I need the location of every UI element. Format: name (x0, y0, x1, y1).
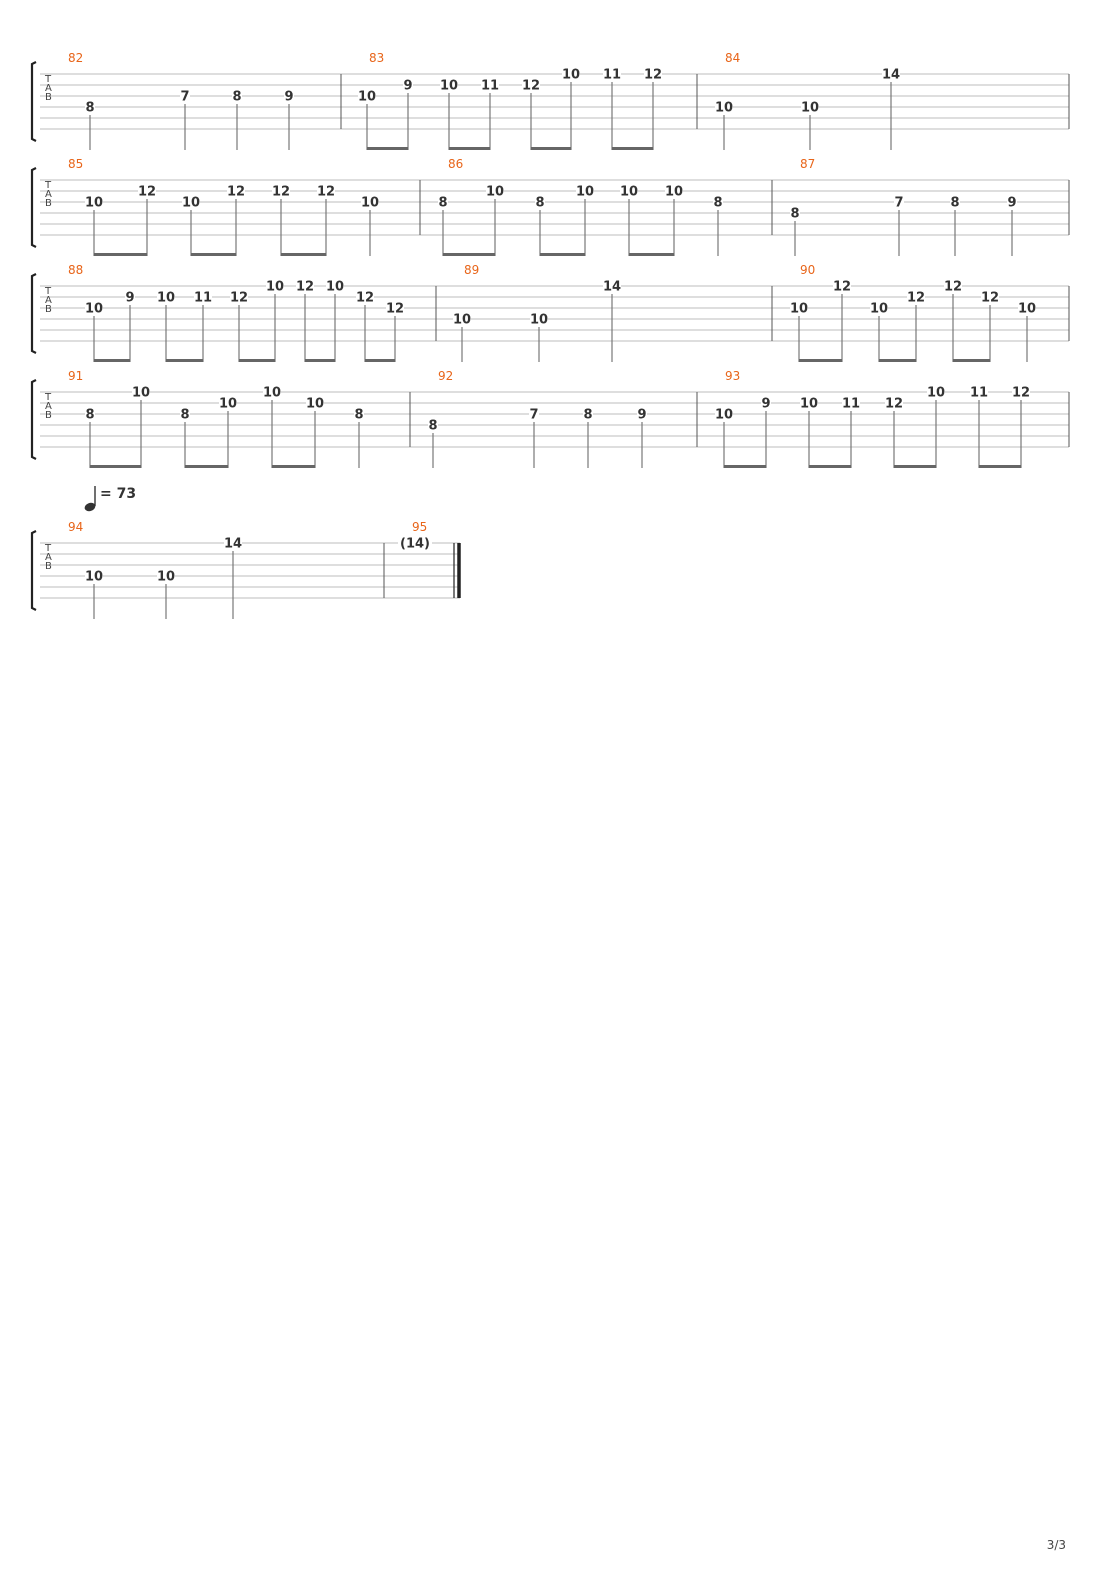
fret-number: 12 (643, 67, 663, 83)
fret-number: 10 (789, 301, 809, 317)
fret-number: 11 (969, 385, 989, 401)
beam (953, 359, 990, 362)
measure (715, 51, 1069, 150)
fret-number: 12 (355, 290, 375, 306)
fret-number: 10 (131, 385, 151, 401)
measure-number: 90 (800, 263, 816, 277)
measure (68, 369, 410, 468)
measure (438, 157, 772, 256)
fret-number: 8 (428, 418, 438, 434)
measure-number: 88 (68, 263, 84, 277)
beam (239, 359, 275, 362)
measure-number: 95 (412, 520, 428, 534)
tab-system (32, 369, 1069, 468)
fret-number: 7 (894, 195, 904, 211)
beam (540, 253, 585, 256)
fret-number: 14 (602, 279, 622, 295)
fret-number: 14 (223, 536, 243, 552)
fret-number: 10 (529, 312, 549, 328)
measure-number: 91 (68, 369, 84, 383)
beam (629, 253, 674, 256)
fret-number: 10 (265, 279, 285, 295)
beam (305, 359, 335, 362)
fret-number: 10 (262, 385, 282, 401)
tab-clef-letter: A (45, 189, 52, 200)
beam (281, 253, 326, 256)
fret-number: 10 (360, 195, 380, 211)
fret-number: 8 (180, 407, 190, 423)
page-number: 3/3 (1046, 1538, 1066, 1552)
measure-number: 82 (68, 51, 84, 65)
beam (809, 465, 851, 468)
fret-number: 11 (480, 78, 500, 94)
fret-number: 12 (316, 184, 336, 200)
fret-number: 10 (1017, 301, 1037, 317)
fret-number: 10 (485, 184, 505, 200)
beam (185, 465, 228, 468)
fret-number: 10 (869, 301, 889, 317)
fret-number: 9 (1007, 195, 1017, 211)
measure (358, 51, 697, 150)
fret-number: 8 (583, 407, 593, 423)
fret-number: 8 (85, 100, 95, 116)
system-bracket (32, 168, 36, 247)
measure (68, 51, 341, 150)
fret-number: 11 (602, 67, 622, 83)
fret-number: 10 (714, 407, 734, 423)
measure-number: 94 (68, 520, 84, 534)
fret-number: 10 (156, 569, 176, 585)
fret-number: 10 (714, 100, 734, 116)
measure (715, 369, 1069, 468)
tempo-value: = 73 (100, 486, 137, 502)
tab-clef-letter: A (45, 83, 52, 94)
tab-clef-letter: B (45, 198, 52, 209)
beam (94, 359, 130, 362)
fret-number: 10 (84, 569, 104, 585)
measure (790, 263, 1069, 362)
measure-number: 85 (68, 157, 84, 171)
beam (612, 147, 653, 150)
tab-system (32, 157, 1069, 256)
fret-number: 8 (790, 206, 800, 222)
fret-number: 12 (521, 78, 541, 94)
tab-clef-letter: B (45, 561, 52, 572)
fret-number: 12 (226, 184, 246, 200)
fret-number: 12 (1011, 385, 1031, 401)
fret-number: 12 (137, 184, 157, 200)
system-bracket (32, 380, 36, 459)
fret-number: 8 (713, 195, 723, 211)
tab-clef-letter: B (45, 92, 52, 103)
measure (68, 157, 420, 256)
system-bracket (32, 62, 36, 141)
fret-number: 10 (799, 396, 819, 412)
fret-number: 8 (950, 195, 960, 211)
fret-number: 10 (181, 195, 201, 211)
beam (90, 465, 141, 468)
fret-number: 10 (926, 385, 946, 401)
tab-clef-letter: A (45, 401, 52, 412)
fret-number: 12 (229, 290, 249, 306)
tab-clef-letter: B (45, 410, 52, 421)
fret-number: 10 (218, 396, 238, 412)
tab-clef-letter: A (45, 552, 52, 563)
measure-number: 89 (464, 263, 480, 277)
beam (724, 465, 766, 468)
fret-number: 10 (84, 301, 104, 317)
fret-number: 8 (354, 407, 364, 423)
fret-number: 8 (232, 89, 242, 105)
fret-number: 10 (575, 184, 595, 200)
fret-number: 7 (529, 407, 539, 423)
tab-clef-letter: A (45, 295, 52, 306)
measure (68, 263, 436, 362)
fret-number: 14 (881, 67, 901, 83)
system-bracket (32, 531, 36, 610)
fret-number: 12 (271, 184, 291, 200)
fret-number: 12 (906, 290, 926, 306)
beam (443, 253, 495, 256)
tab-clef-letter: T (45, 180, 52, 191)
fret-number: 10 (664, 184, 684, 200)
fret-number: 10 (84, 195, 104, 211)
fret-number: 11 (193, 290, 213, 306)
tab-system (32, 263, 1069, 362)
beam (191, 253, 236, 256)
fret-number: 12 (832, 279, 852, 295)
tab-clef-letter: B (45, 304, 52, 315)
measure (68, 520, 384, 619)
beam (94, 253, 147, 256)
beam (272, 465, 315, 468)
fret-number: (14) (400, 536, 430, 552)
measure-number: 92 (438, 369, 454, 383)
tab-system (32, 520, 460, 619)
measure-number: 84 (725, 51, 741, 65)
fret-number: 11 (841, 396, 861, 412)
measure-number: 87 (800, 157, 816, 171)
measure (453, 263, 772, 362)
fret-number: 8 (85, 407, 95, 423)
fret-number: 9 (284, 89, 294, 105)
tab-clef-letter: T (45, 286, 52, 297)
fret-number: 8 (438, 195, 448, 211)
fret-number: 10 (305, 396, 325, 412)
measure-number: 86 (448, 157, 464, 171)
tab-clef-letter: T (45, 392, 52, 403)
measure-number: 83 (369, 51, 385, 65)
measure (790, 157, 1069, 256)
fret-number: 10 (156, 290, 176, 306)
beam (894, 465, 936, 468)
measure (428, 369, 697, 468)
fret-number: 12 (295, 279, 315, 295)
fret-number: 12 (943, 279, 963, 295)
fret-number: 10 (561, 67, 581, 83)
beam (365, 359, 395, 362)
fret-number: 10 (619, 184, 639, 200)
measure-number: 93 (725, 369, 741, 383)
beam (367, 147, 408, 150)
beam (879, 359, 916, 362)
fret-number: 10 (439, 78, 459, 94)
tab-system (32, 51, 1069, 150)
fret-number: 7 (180, 89, 190, 105)
fret-number: 9 (125, 290, 135, 306)
fret-number: 10 (325, 279, 345, 295)
beam (449, 147, 490, 150)
fret-number: 9 (637, 407, 647, 423)
beam (799, 359, 842, 362)
system-bracket (32, 274, 36, 353)
fret-number: 12 (980, 290, 1000, 306)
beam (166, 359, 203, 362)
fret-number: 8 (535, 195, 545, 211)
measure (398, 520, 459, 598)
beam (531, 147, 571, 150)
beam (979, 465, 1021, 468)
fret-number: 9 (761, 396, 771, 412)
tempo-marking (83, 486, 136, 513)
tab-clef-letter: T (45, 543, 52, 554)
fret-number: 12 (385, 301, 405, 317)
fret-number: 12 (884, 396, 904, 412)
fret-number: 10 (800, 100, 820, 116)
fret-number: 9 (403, 78, 413, 94)
fret-number: 10 (357, 89, 377, 105)
tab-clef-letter: T (45, 74, 52, 85)
fret-number: 10 (452, 312, 472, 328)
